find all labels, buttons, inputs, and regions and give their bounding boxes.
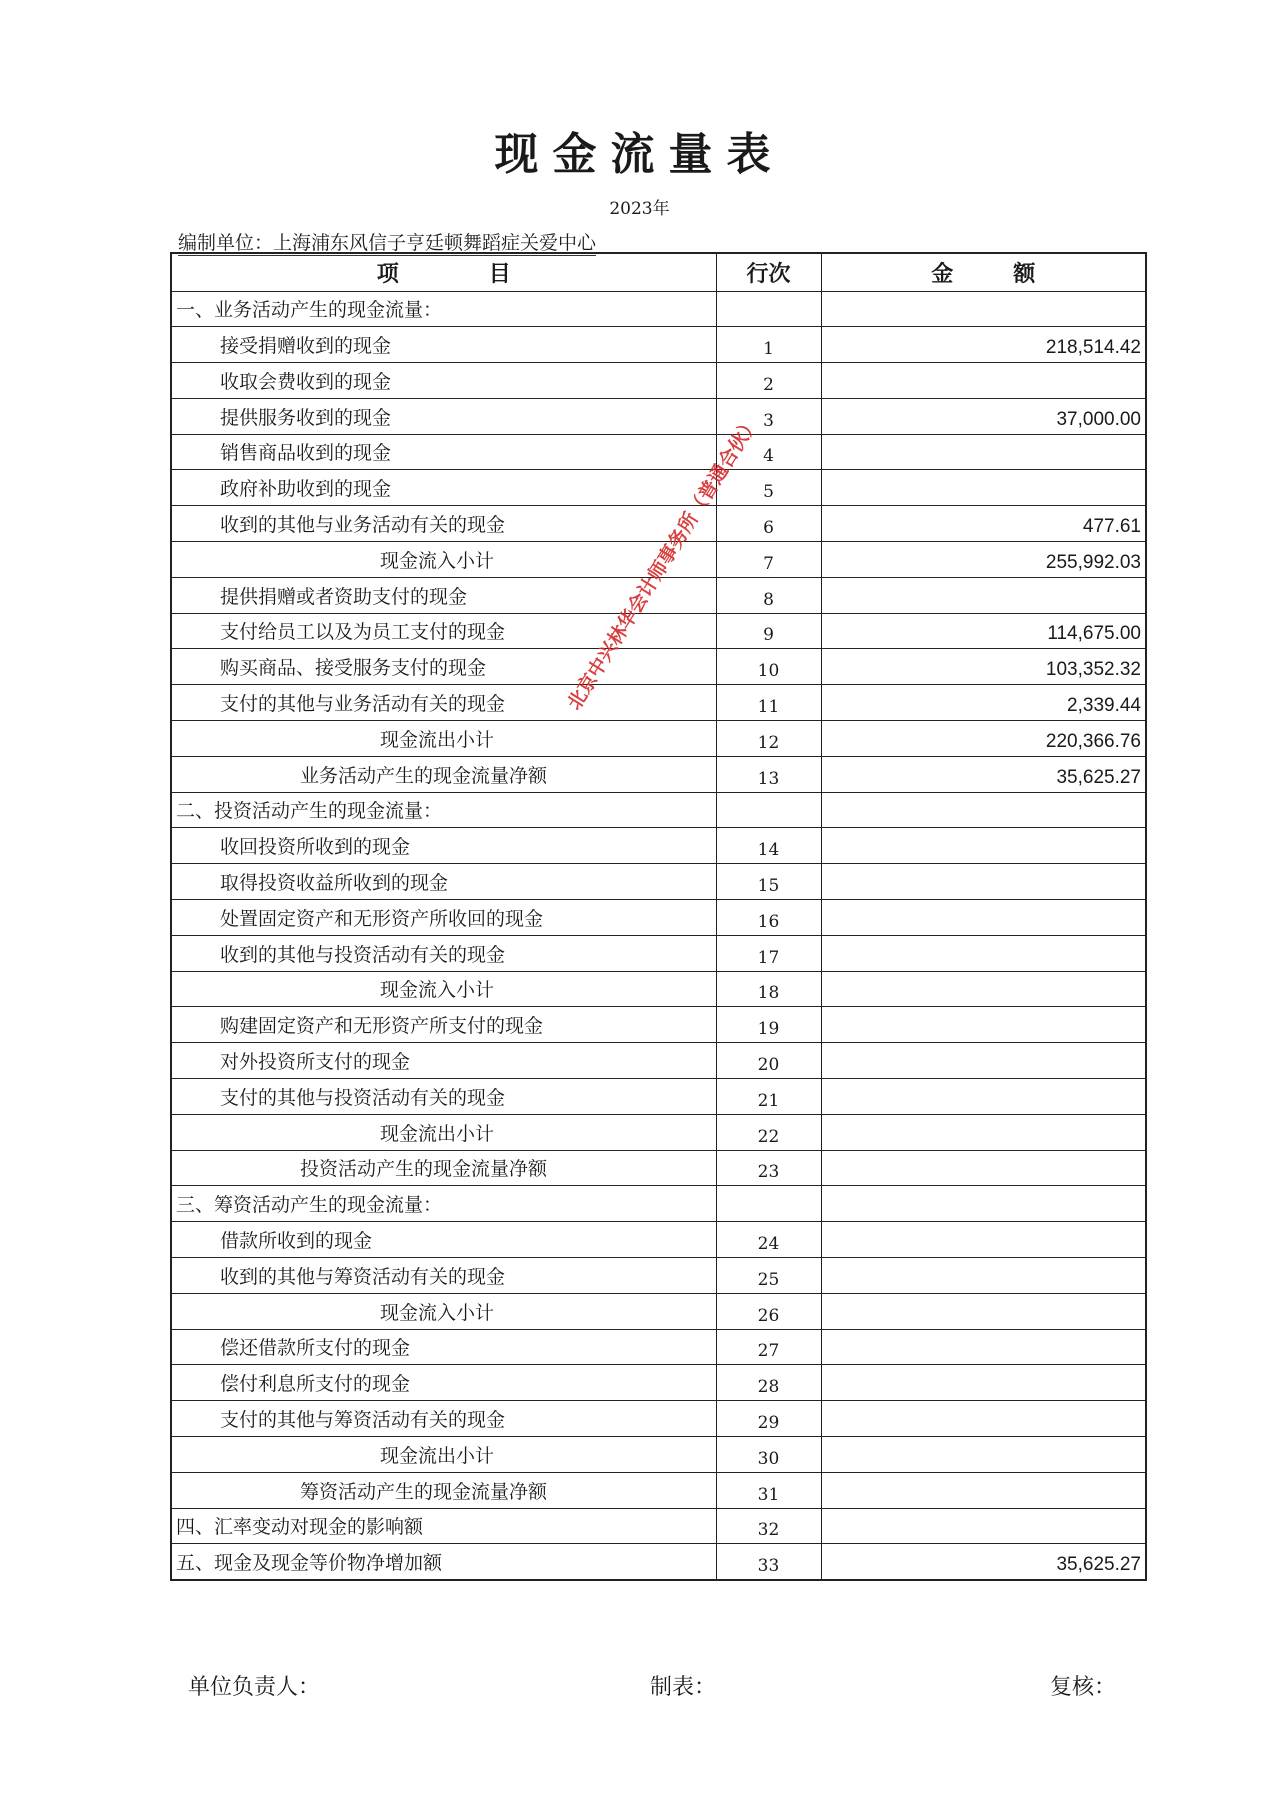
table-row [171,398,1146,434]
row-number: 9 [716,613,821,649]
header-item-char-2: 目 [488,261,511,287]
row-number: 14 [716,828,821,864]
row-amount: 220,366.76 [821,721,1146,757]
row-amount: 35,625.27 [821,756,1146,792]
row-number: 26 [716,1293,821,1329]
row-item-label: 提供服务收到的现金 [171,398,716,434]
table-row [171,649,1146,685]
table-row [171,1293,1146,1329]
auditor-stamp: 北京中兴林华会计师事务所（普通合伙） [563,412,764,714]
row-amount [821,1222,1146,1258]
row-item-label: 现金流出小计 [171,1437,716,1473]
row-number: 22 [716,1114,821,1150]
row-amount [821,1186,1146,1222]
row-item-label: 购买商品、接受服务支付的现金 [171,649,716,685]
table-row [171,1544,1146,1580]
row-number: 10 [716,649,821,685]
row-amount [821,792,1146,828]
row-amount [821,1079,1146,1115]
row-number: 32 [716,1508,821,1544]
row-number: 2 [716,363,821,399]
row-number: 23 [716,1150,821,1186]
row-item-label: 五、现金及现金等价物净增加额 [171,1544,716,1580]
row-item-label: 业务活动产生的现金流量净额 [171,756,716,792]
row-item-label: 支付的其他与投资活动有关的现金 [171,1079,716,1115]
header-item [171,253,716,291]
table-row [171,470,1146,506]
table-row [171,1365,1146,1401]
table-row [171,1258,1146,1294]
header-amount-char-1: 金 [931,261,954,287]
table-row [171,1508,1146,1544]
table-row [171,291,1146,327]
row-item-label: 支付的其他与筹资活动有关的现金 [171,1401,716,1437]
table-row [171,1043,1146,1079]
row-number: 8 [716,577,821,613]
row-item-label: 现金流入小计 [171,542,716,578]
row-item-label: 购建固定资产和无形资产所支付的现金 [171,1007,716,1043]
table-row [171,864,1146,900]
row-item-label: 支付的其他与业务活动有关的现金 [171,685,716,721]
cash-flow-table [170,252,1147,1581]
table-row [171,685,1146,721]
row-item-label: 偿付利息所支付的现金 [171,1365,716,1401]
row-amount [821,1472,1146,1508]
row-item-label: 取得投资收益所收到的现金 [171,864,716,900]
table-row [171,721,1146,757]
row-amount [821,864,1146,900]
row-amount: 37,000.00 [821,398,1146,434]
row-number: 3 [716,398,821,434]
row-number: 16 [716,900,821,936]
row-amount [821,1043,1146,1079]
row-amount: 103,352.32 [821,649,1146,685]
row-amount: 218,514.42 [821,327,1146,363]
row-amount [821,828,1146,864]
row-number: 28 [716,1365,821,1401]
row-number: 30 [716,1437,821,1473]
row-amount [821,900,1146,936]
row-item-label: 一、业务活动产生的现金流量： [171,291,716,327]
row-item-label: 现金流出小计 [171,721,716,757]
table-row [171,1114,1146,1150]
table-row [171,506,1146,542]
row-item-label: 收到的其他与筹资活动有关的现金 [171,1258,716,1294]
row-item-label: 收回投资所收到的现金 [171,828,716,864]
row-amount [821,470,1146,506]
row-item-label: 政府补助收到的现金 [171,470,716,506]
header-item-char-1: 项 [376,261,399,287]
table-row [171,1401,1146,1437]
row-amount [821,935,1146,971]
reporting-unit [178,228,596,255]
row-amount [821,1437,1146,1473]
row-item-label: 四、汇率变动对现金的影响额 [171,1508,716,1544]
row-number: 18 [716,971,821,1007]
report-year: 2023年 [609,199,670,219]
row-amount [821,577,1146,613]
reporting-unit-text: 编制单位：上海浦东风信子亨廷顿舞蹈症关爱中心 [178,232,597,254]
row-amount: 35,625.27 [821,1544,1146,1580]
table-row [171,828,1146,864]
row-number: 20 [716,1043,821,1079]
row-number: 17 [716,935,821,971]
row-item-label: 收到的其他与业务活动有关的现金 [171,506,716,542]
row-amount [821,1508,1146,1544]
row-number: 1 [716,327,821,363]
row-number: 25 [716,1258,821,1294]
row-item-label: 收到的其他与投资活动有关的现金 [171,935,716,971]
page-title: 现金流量表 [494,129,785,180]
table-row [171,1472,1146,1508]
row-amount [821,1293,1146,1329]
row-amount [821,971,1146,1007]
table-row [171,327,1146,363]
row-amount [821,434,1146,470]
row-amount [821,1401,1146,1437]
table-row [171,1437,1146,1473]
row-amount [821,1150,1146,1186]
row-number [716,792,821,828]
row-number [716,1186,821,1222]
footer-preparer: 制表： [650,1675,717,1700]
row-number: 33 [716,1544,821,1580]
table-body [171,291,1146,1580]
row-number: 12 [716,721,821,757]
row-amount: 2,339.44 [821,685,1146,721]
row-item-label: 提供捐赠或者资助支付的现金 [171,577,716,613]
row-amount [821,1365,1146,1401]
footer-reviewer: 复核： [1050,1675,1117,1700]
row-item-label: 现金流出小计 [171,1114,716,1150]
table-row [171,1186,1146,1222]
header-row-number: 行次 [716,253,821,291]
table-row [171,1222,1146,1258]
table-row [171,1329,1146,1365]
row-number: 4 [716,434,821,470]
row-amount [821,363,1146,399]
row-item-label: 筹资活动产生的现金流量净额 [171,1472,716,1508]
row-number: 13 [716,756,821,792]
table-row [171,363,1146,399]
row-number: 24 [716,1222,821,1258]
row-item-label: 销售商品收到的现金 [171,434,716,470]
row-number: 27 [716,1329,821,1365]
row-number: 29 [716,1401,821,1437]
row-number [716,291,821,327]
row-item-label: 二、投资活动产生的现金流量： [171,792,716,828]
row-item-label: 借款所收到的现金 [171,1222,716,1258]
row-amount [821,1114,1146,1150]
row-item-label: 支付给员工以及为员工支付的现金 [171,613,716,649]
row-amount [821,1329,1146,1365]
row-number: 5 [716,470,821,506]
row-number: 31 [716,1472,821,1508]
row-item-label: 接受捐赠收到的现金 [171,327,716,363]
table-row [171,756,1146,792]
row-number: 19 [716,1007,821,1043]
row-number: 11 [716,685,821,721]
row-item-label: 处置固定资产和无形资产所收回的现金 [171,900,716,936]
row-item-label: 现金流入小计 [171,971,716,1007]
table-row [171,613,1146,649]
table-header-row [171,253,1146,291]
table-row [171,1007,1146,1043]
row-amount [821,1258,1146,1294]
table-row [171,971,1146,1007]
row-amount: 477.61 [821,506,1146,542]
row-item-label: 投资活动产生的现金流量净额 [171,1150,716,1186]
row-number: 6 [716,506,821,542]
row-amount: 114,675.00 [821,613,1146,649]
header-amount-char-2: 额 [1013,261,1036,287]
row-number: 21 [716,1079,821,1115]
row-item-label: 三、筹资活动产生的现金流量： [171,1186,716,1222]
header-amount [821,253,1146,291]
table-row [171,1150,1146,1186]
row-amount: 255,992.03 [821,542,1146,578]
row-number: 15 [716,864,821,900]
row-number: 7 [716,542,821,578]
footer-responsible: 单位负责人： [188,1675,321,1700]
table-row [171,935,1146,971]
row-item-label: 对外投资所支付的现金 [171,1043,716,1079]
table-row [171,434,1146,470]
row-item-label: 收取会费收到的现金 [171,363,716,399]
row-amount [821,291,1146,327]
row-item-label: 偿还借款所支付的现金 [171,1329,716,1365]
table-row [171,792,1146,828]
row-amount [821,1007,1146,1043]
table-row [171,1079,1146,1115]
table-row [171,900,1146,936]
row-item-label: 现金流入小计 [171,1293,716,1329]
